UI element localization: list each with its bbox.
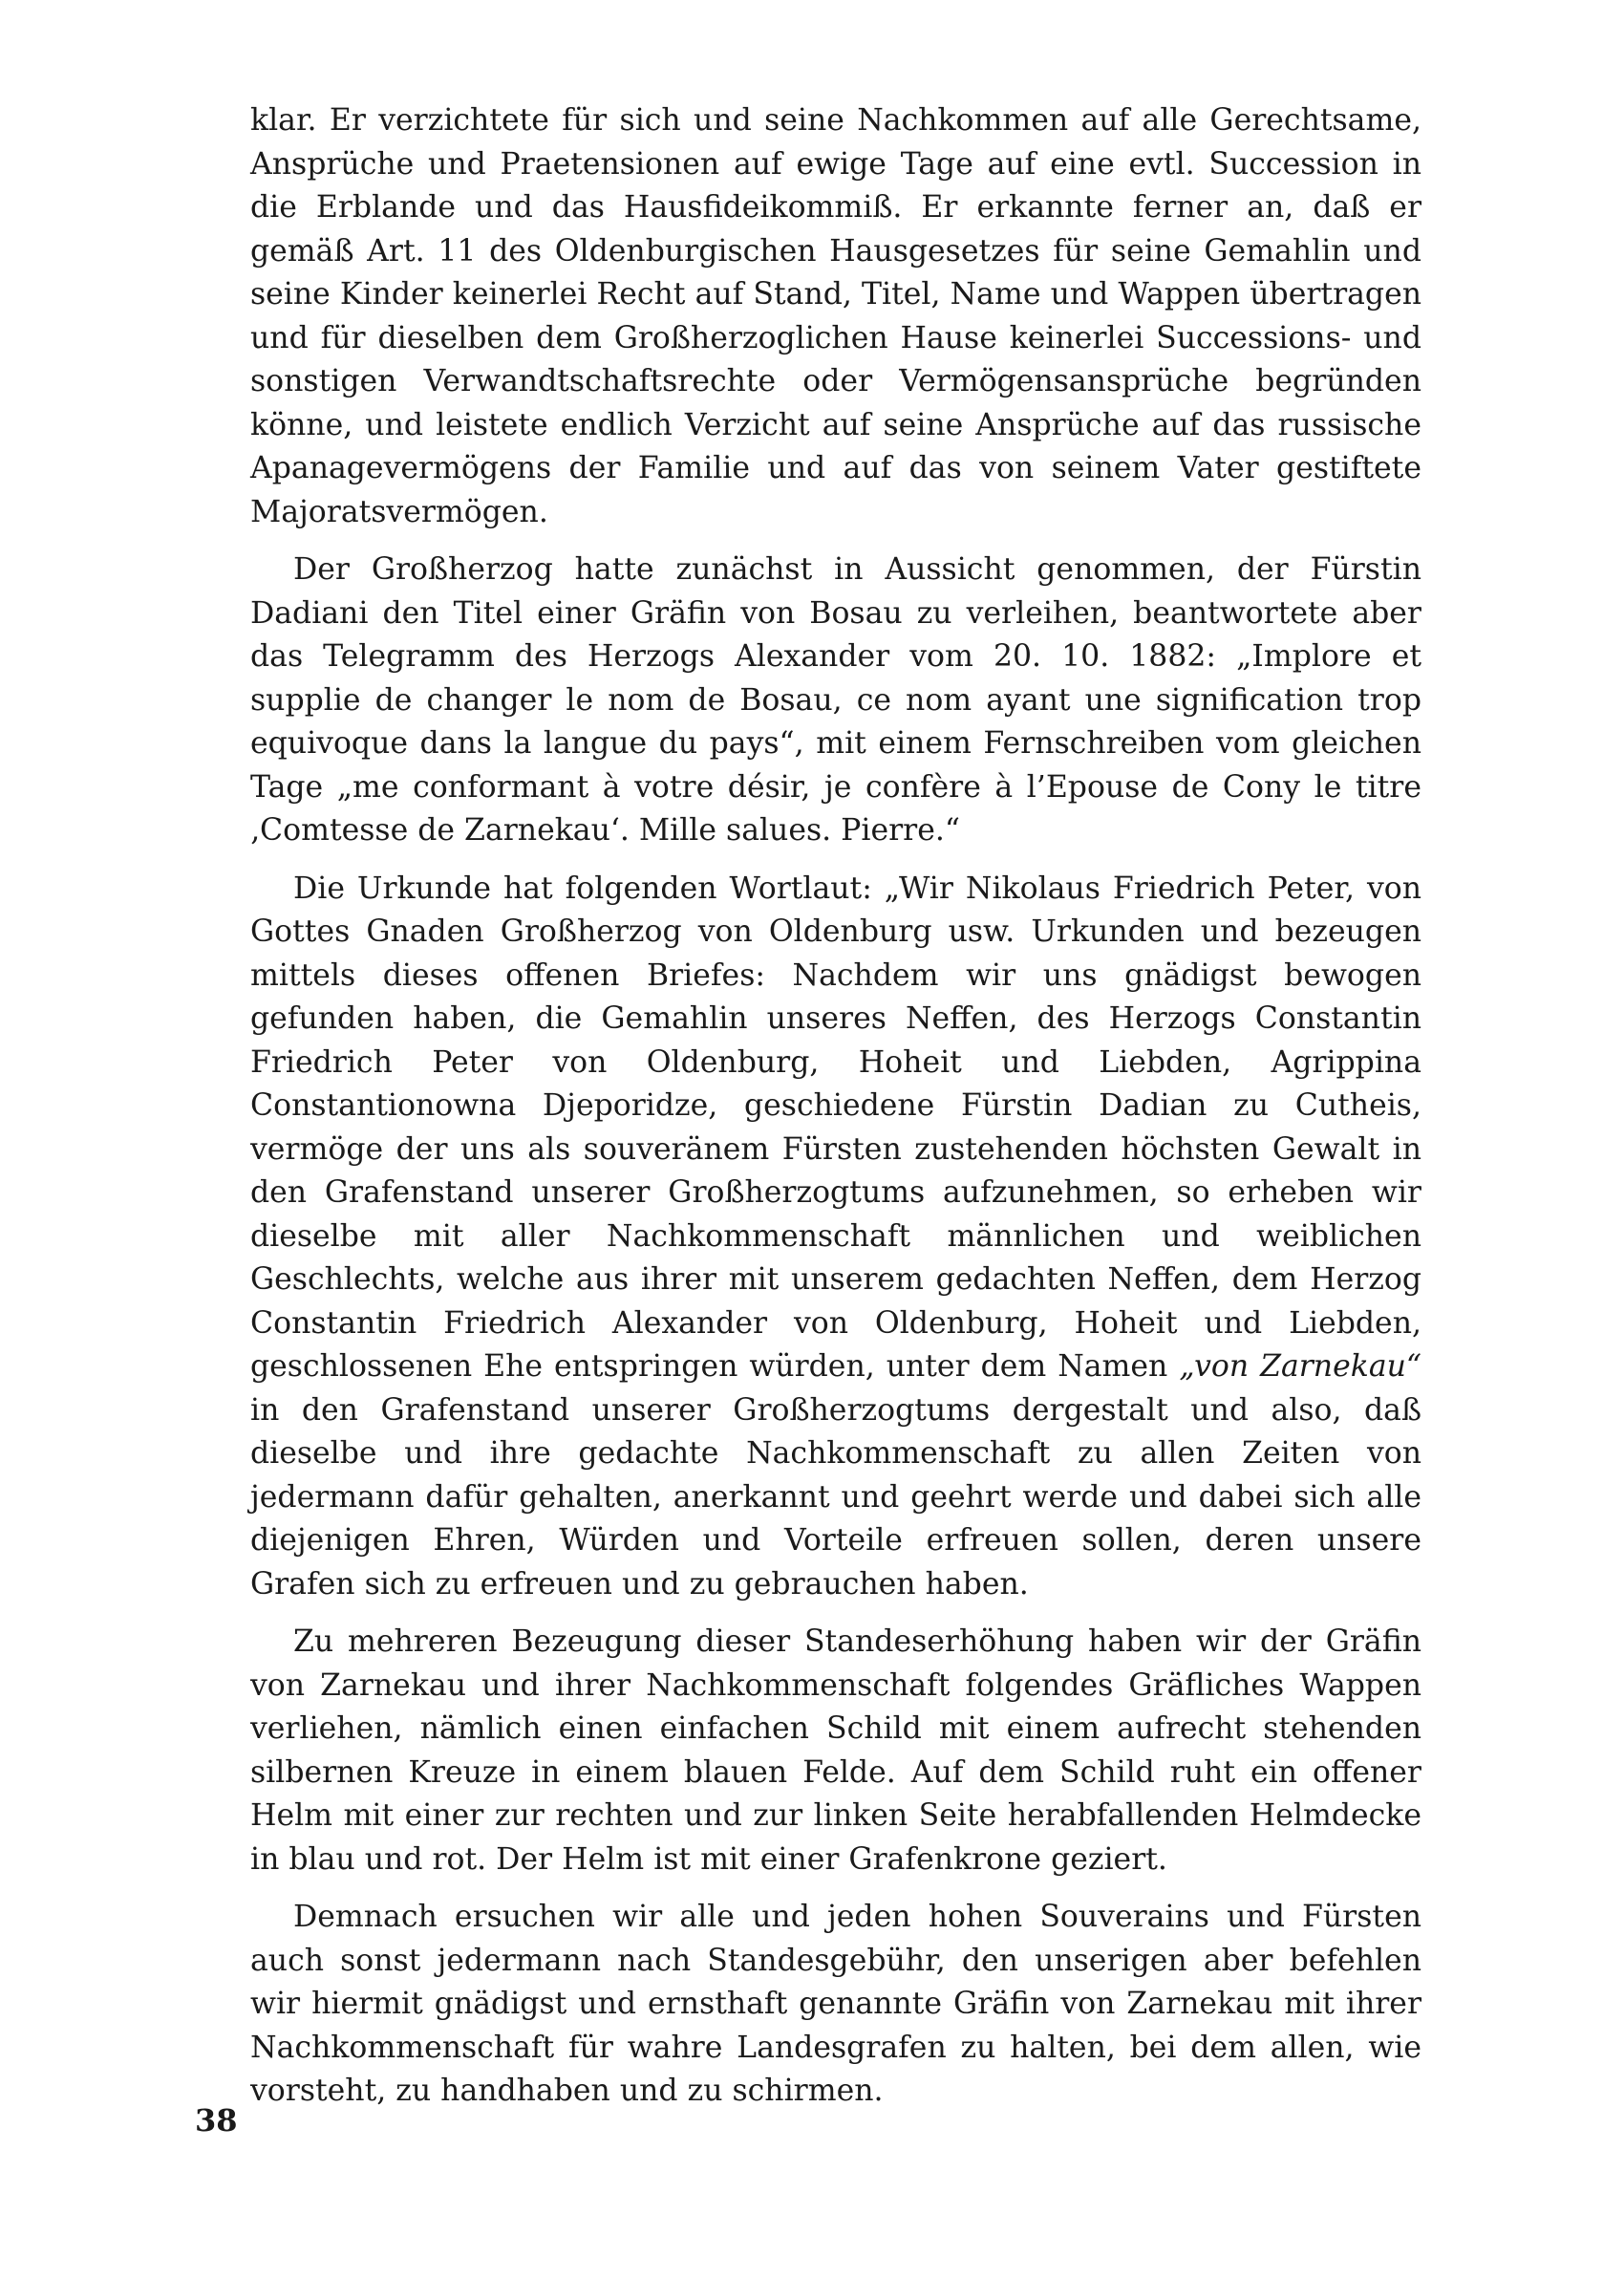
paragraph-3-text-before: Die Urkunde hat folgenden Wortlaut: „Wir Nikolaus Friedrich Peter, von Gottes Gnaden Großherzog von Oldenburg usw. Urkunden und bezeugen mittels dieses offenen Briefes: Nachdem wir uns gnädigst bewogen gefunden haben, die Gemahlin unseres Neffen, des Herzogs Constantin Friedrich Peter von Oldenburg, Hoheit und Liebden, Agrippina Constantionowna Djeporidze, geschiedene Fürstin Dadian zu Cutheis, vermöge der uns als souveränem Fürsten zustehenden höchsten Gewalt in den Grafenstand unserer Großherzogtums aufzunehmen, so erheben wir dieselbe mit aller Nachkommenschaft männlichen und weiblichen Geschlechts, welche aus ihrer mit unserem gedachten Neffen, dem Herzog Constantin Friedrich Alexander von Oldenburg, Hoheit und Liebden, geschlossenen Ehe entspringen würden, unter dem Namen xyxy=(250,871,1421,1384)
paragraph-3-emphasis: „von Zarnekau“ xyxy=(1179,1349,1421,1384)
page-body xyxy=(250,99,1421,2128)
paragraph-4: Zu mehreren Bezeugung dieser Standeserhöhung haben wir der Gräfin von Zarnekau und ihrer Nachkommenschaft folgendes Gräfliches Wappen verliehen, nämlich einen einfachen Schild mit einem aufrecht stehenden silbernen Kreuze in einem blauen Felde. Auf dem Schild ruht ein offener Helm mit einer zur rechten und zur linken Seite herabfallenden Helmdecke in blau und rot. Der Helm ist mit einer Grafenkrone geziert. xyxy=(250,1624,1421,1877)
paragraph-2: Der Großherzog hatte zunächst in Aussicht genommen, der Fürstin Dadiani den Titel einer Gräfin von Bosau zu verleihen, beantwortete aber das Telegramm des Herzogs Alexander vom 20. 10. 1882: „Implore et supplie de changer le nom de Bosau, ce nom ayant une signification trop equivoque dans la langue du pays“, mit einem Fernschreiben vom gleichen Tage „me conformant à votre désir, je confère à l’Epouse de Cony le titre ‚Comtesse de Zarnekau‘. Mille salues. Pierre.“ xyxy=(250,552,1421,848)
page-number: 38 xyxy=(195,2102,238,2139)
paragraph-3 xyxy=(250,868,1421,1607)
paragraph-5: Demnach ersuchen wir alle und jeden hohen Souverains und Fürsten auch sonst jedermann nach Standesgebühr, den unserigen aber befehlen wir hiermit gnädigst und ernsthaft genannte Gräfin von Zarnekau mit ihrer Nachkommenschaft für wahre Landesgrafen zu halten, bei dem allen, wie vorsteht, zu handhaben und zu schirmen. xyxy=(250,1900,1421,2108)
paragraph-1: klar. Er verzichtete für sich und seine Nachkommen auf alle Gerechtsame, Ansprüche und Praetensionen auf ewige Tage auf eine evtl. Succession in die Erblande und das Hausfideikommiß. Er erkannte ferner an, daß er gemäß Art. 11 des Oldenburgischen Hausgesetzes für seine Gemahlin und seine Kinder keinerlei Recht auf Stand, Titel, Name und Wappen übertragen und für dieselben dem Großherzoglichen Hause keinerlei Successions- und sonstigen Verwandtschaftsrechte oder Vermögensansprüche begründen könne, und leistete endlich Verzicht auf seine Ansprüche auf das russische Apanagevermögens der Familie und auf das von seinem Vater gestiftete Majoratsvermögen. xyxy=(250,103,1421,529)
paragraph-3-text-after: in den Grafenstand unserer Großherzogtums dergestalt und also, daß dieselbe und ihre gedachte Nachkommenschaft zu allen Zeiten von jedermann dafür gehalten, anerkannt und geehrt werde und dabei sich alle diejenigen Ehren, Würden und Vorteile erfreuen sollen, deren unsere Grafen sich zu erfreuen und zu gebrauchen haben. xyxy=(250,1392,1421,1602)
